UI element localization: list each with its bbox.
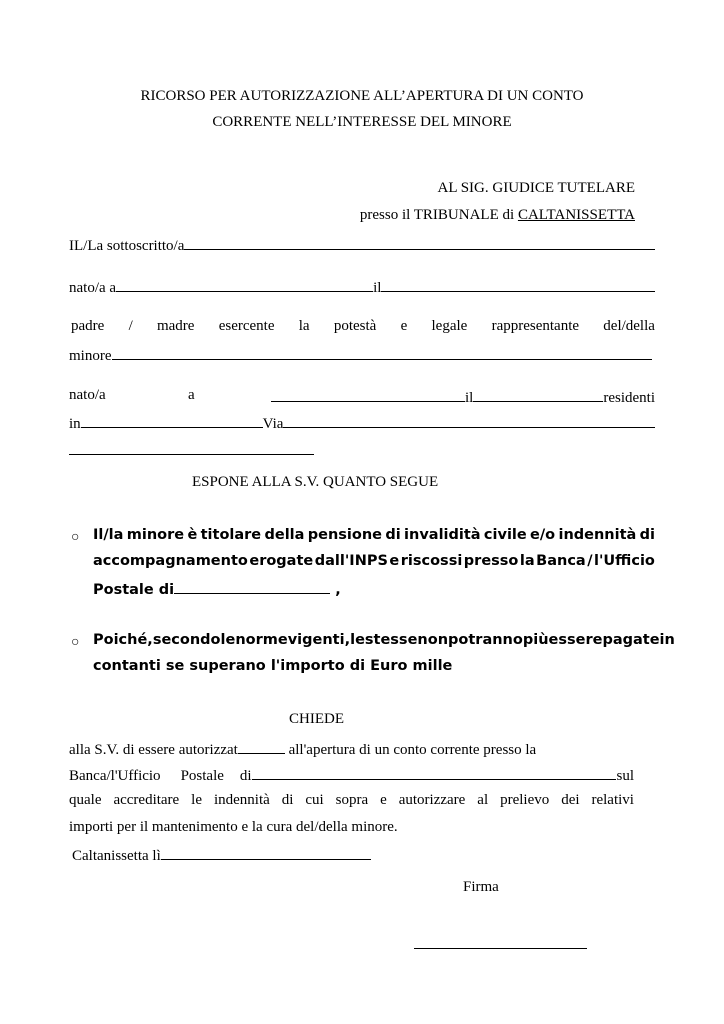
word: cui <box>305 792 324 808</box>
nato2-fields <box>271 388 655 406</box>
chiede-heading: CHIEDE <box>289 711 344 727</box>
word: al <box>477 792 489 808</box>
word: le <box>191 792 202 808</box>
word: essere <box>548 632 603 648</box>
word: erogate <box>249 553 314 569</box>
word: Banca <box>536 553 586 569</box>
word: in <box>659 632 675 648</box>
bullet-2-line-2: contanti se superano l'importo di Euro mille <box>93 658 453 674</box>
espone-heading: ESPONE ALLA S.V. QUANTO SEGUE <box>192 474 439 490</box>
word: quale <box>69 792 102 808</box>
word: sopra <box>335 792 369 808</box>
title-line-1: RICORSO PER AUTORIZZAZIONE ALL’APERTURA DI UN CONTO <box>140 88 584 104</box>
word: pagate <box>602 632 660 648</box>
word: accreditare <box>113 792 180 808</box>
nato-label: nato/a a <box>69 280 117 296</box>
street-field[interactable] <box>283 414 655 428</box>
word: / <box>587 553 593 569</box>
word: è <box>187 527 198 543</box>
bullet-1-icon: ○ <box>71 530 80 545</box>
word: della <box>264 527 305 543</box>
word: e <box>389 553 400 569</box>
word: di <box>385 527 401 543</box>
a-label: a <box>188 387 195 403</box>
word: indennità <box>213 792 270 808</box>
word: minore <box>126 527 185 543</box>
word: di <box>639 527 655 543</box>
banca-label: Banca/l'Ufficio <box>69 768 161 784</box>
tribunal-city: CALTANISSETTA <box>517 207 635 223</box>
word: invalidità <box>404 527 481 543</box>
minore-field[interactable] <box>112 346 653 360</box>
word: le <box>220 632 236 648</box>
word: esercente <box>218 318 275 334</box>
chiede-line-4: importi per il mantenimento e la cura del/della minore. <box>69 819 398 835</box>
chiede-line-3 <box>69 793 634 808</box>
nato2-label: nato/a <box>69 387 106 403</box>
word: indennità <box>558 527 637 543</box>
address-extra-field[interactable] <box>69 441 314 455</box>
addressee-line-1: AL SIG. GIUDICE TUTELARE <box>437 180 635 196</box>
place-date-row <box>72 846 371 864</box>
word: norme <box>235 632 288 648</box>
word: potestà <box>333 318 377 334</box>
signature-field[interactable] <box>414 935 587 949</box>
bullet-2-line-1 <box>93 632 675 648</box>
word: la <box>519 553 535 569</box>
signature-label: Firma <box>463 879 499 895</box>
gender-suffix-field[interactable] <box>238 740 285 754</box>
minore-row <box>69 346 652 364</box>
title-line-2: CORRENTE NELL’INTERESSE DEL MINORE <box>212 114 512 130</box>
word: l'Ufficio <box>594 553 655 569</box>
in-label: in <box>69 416 81 432</box>
bank-prefix: Postale di <box>93 582 175 598</box>
minor-birthdate-field[interactable] <box>473 388 603 402</box>
word: di <box>281 792 294 808</box>
word: relativi <box>591 792 634 808</box>
word: legale <box>431 318 468 334</box>
minor-birthplace-field[interactable] <box>271 388 465 402</box>
word: e <box>400 318 408 334</box>
residence-row <box>69 414 655 432</box>
birthplace-field[interactable] <box>116 278 373 292</box>
word: più <box>522 632 549 648</box>
minore-label: minore <box>69 348 112 364</box>
nato-row <box>69 278 655 296</box>
date-field[interactable] <box>161 846 371 860</box>
word: e/o <box>530 527 556 543</box>
di-label: di <box>239 768 252 784</box>
office-field[interactable] <box>252 766 617 780</box>
word: dei <box>561 792 580 808</box>
word: secondo <box>152 632 221 648</box>
sottoscritto-label: IL/La sottoscritto/a <box>69 238 185 254</box>
sottoscritto-row <box>69 236 655 254</box>
word: Poiché, <box>93 632 153 648</box>
bullet-1-line-3 <box>93 580 341 598</box>
word: potranno <box>448 632 523 648</box>
parent-line <box>71 319 655 334</box>
bank-field[interactable] <box>174 580 330 594</box>
word: e <box>380 792 387 808</box>
word: dall'INPS <box>314 553 388 569</box>
place-label: Caltanissetta lì <box>72 848 161 864</box>
addressee-line-2 <box>300 208 635 223</box>
bank-suffix: , <box>330 582 341 598</box>
word: vigenti, <box>287 632 351 648</box>
chiede-line-1 <box>69 740 536 758</box>
addressee-prefix: presso il TRIBUNALE di <box>359 207 518 223</box>
word: la <box>298 318 310 334</box>
word: padre <box>71 318 105 334</box>
word: non <box>417 632 449 648</box>
residence-city-field[interactable] <box>81 414 263 428</box>
via-label: Via <box>262 416 284 432</box>
birthdate-field[interactable] <box>381 278 655 292</box>
chiede-line-1-b: all'apertura di un conto corrente presso la <box>284 742 537 758</box>
postale-label: Postale <box>180 768 224 784</box>
sottoscritto-field[interactable] <box>184 236 655 250</box>
sul-label: sul <box>616 768 634 784</box>
word: autorizzare <box>398 792 466 808</box>
chiede-line-2 <box>69 766 634 784</box>
word: riscossi <box>400 553 463 569</box>
word: accompagnamento <box>93 553 248 569</box>
word: prelievo <box>500 792 550 808</box>
word: le <box>350 632 365 648</box>
signature-row <box>414 935 587 953</box>
word: / <box>128 318 133 334</box>
il2-label: il <box>465 390 474 406</box>
bullet-2-icon: ○ <box>71 635 80 650</box>
bullet-1-line-1 <box>93 528 655 543</box>
word: Il/la <box>93 527 124 543</box>
extra-line-row <box>69 441 314 459</box>
word: stesse <box>364 632 418 648</box>
il-label: il <box>373 280 382 296</box>
word: del/della <box>603 318 655 334</box>
chiede-line-1-a: alla S.V. di essere autorizzat <box>69 742 238 758</box>
residenti-label: residenti <box>603 390 655 406</box>
bullet-1-line-2 <box>93 554 655 569</box>
word: pensione <box>307 527 383 543</box>
word: presso <box>463 553 519 569</box>
word: madre <box>156 318 195 334</box>
word: rappresentante <box>491 318 580 334</box>
word: titolare <box>200 527 262 543</box>
word: civile <box>483 527 527 543</box>
